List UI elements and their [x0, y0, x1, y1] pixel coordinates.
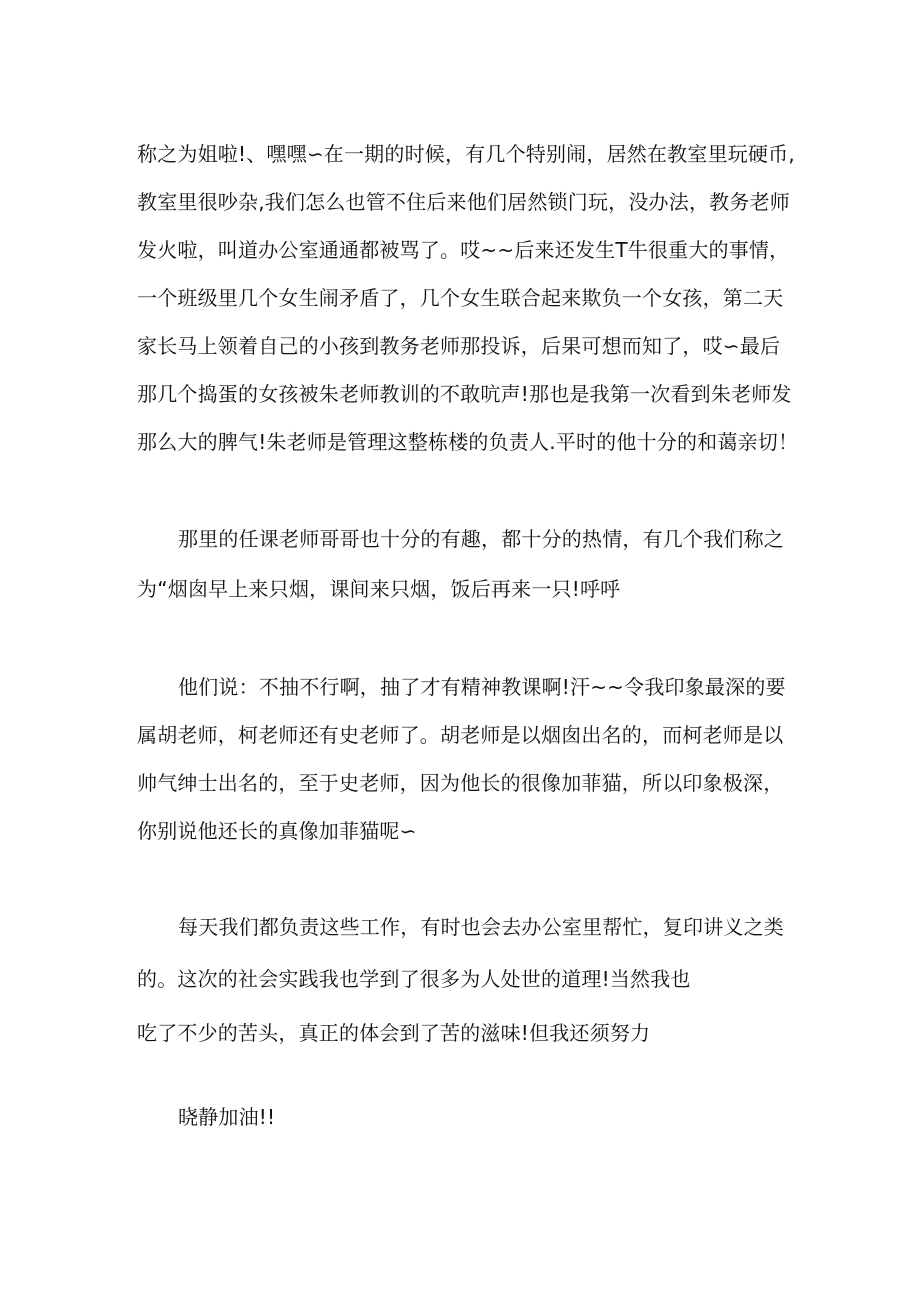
text-line: 帅气绅士出名的，至于史老师，因为他长的很像加菲猫，所以印象极深， [137, 771, 784, 795]
text-line: 教室里很吵杂,我们怎么也管不住后来他们居然锁门玩，没办法，教务老师 [137, 190, 790, 214]
text-line: 那里的任课老师哥哥也十分的有趣，都十分的热情，有几个我们称之 [178, 527, 784, 551]
text-line: 称之为姐啦!、嘿嘿∽在一期的时候，有几个特别闹，居然在教室里玩硬币, [137, 142, 795, 166]
text-line: 那几个捣蛋的女孩被朱老师教训的不敢吭声!那也是我第一次看到朱老师发 [137, 382, 792, 406]
text-line: 为“烟囱早上来只烟，课间来只烟，饭后再来一只!呼呼 [137, 577, 621, 601]
text-line: 每天我们都负责这些工作，有时也会去办公室里帮忙，复印讲义之类 [178, 915, 784, 939]
text-line: 一个班级里几个女生闹矛盾了，几个女生联合起来欺负一个女孩，第二天 [137, 286, 784, 310]
text-line: 的。这次的社会实践我也学到了很多为人处世的道理!当然我也 [137, 967, 691, 991]
text-line: 属胡老师，柯老师还有史老师了。胡老师是以烟囱出名的，而柯老师是以 [137, 723, 784, 747]
text-line: 发火啦，叫道办公室通通都被骂了。哎~~后来还发生T牛很重大的事情， [137, 238, 790, 262]
text-line: 吃了不少的苦头，真正的体会到了苦的滋味!但我还须努力 [137, 1021, 651, 1045]
text-line: 他们说：不抽不行啊，抽了才有精神教课啊!汗~~令我印象最深的要 [178, 675, 786, 699]
text-line: 家长马上领着自己的小孩到教务老师那投诉，后果可想而知了，哎∽最后 [137, 334, 781, 358]
text-line: 你别说他还长的真像加菲猫呢∽ [137, 819, 417, 843]
text-line: 晓静加油!! [178, 1105, 276, 1129]
text-line: 那么大的脾气!朱老师是管理这整栋楼的负责人.平时的他十分的和蔼亲切！ [137, 430, 799, 454]
